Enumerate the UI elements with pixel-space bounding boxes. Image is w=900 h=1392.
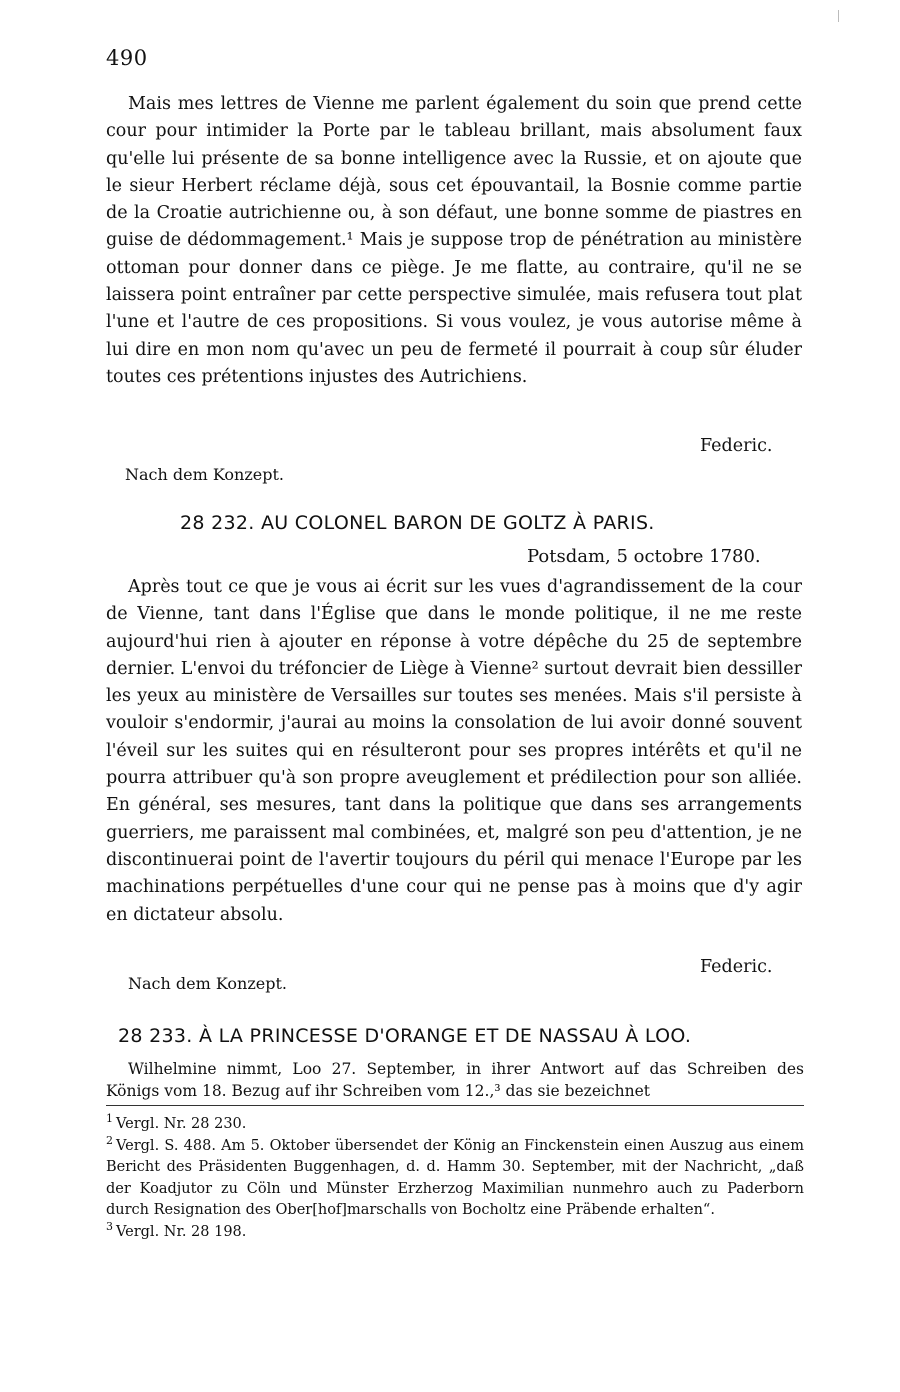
source-note-1: Nach dem Konzept. xyxy=(125,465,284,484)
letter-paragraph-2: Après tout ce que je vous ai écrit sur les vues d'agrandissement de la cour de Vienne, tant dans l'Église que dans le monde politique, il ne me reste aujourd'hui rien à ajouter en réponse à votre dépêche du 25 de septembre dernier. L'envoi du tréfoncier de Liège à Vienne² surtout devrait bien dessiller les yeux au ministère de Versailles sur toutes ses menées. Mais s'il persiste à vouloir s'endormir, j'aurai au moins la consolation de lui avoir donné souvent l'éveil sur les suites qui en résulteront pour ses propres intérêts et qu'il ne pourra attribuer qu'à son propre aveuglement et prédilection pour son alliée. En général, ses mesures, tant dans la politique que dans ses arrangements guerriers, me paraissent mal combinées, et, malgré son peu d'attention, je ne discontinuerai point de l'avertir toujours du péril qui menace l'Europe par les machinations perpétuelles d'une cour qui ne pense pas à moins que d'y agir en dictateur absolu. xyxy=(106,577,802,925)
footnote-text: Vergl. Nr. 28 230. xyxy=(116,1116,247,1132)
dateline: Potsdam, 5 octobre 1780. xyxy=(527,546,761,567)
footnote-text: Vergl. Nr. 28 198. xyxy=(116,1223,247,1240)
signature-2: Federic. xyxy=(700,957,773,977)
margin-mark xyxy=(838,10,839,22)
letter-summary: Wilhelmine nimmt, Loo 27. September, in ihrer Antwort auf das Schreiben des Königs vom 18. Bezug auf ihr Schreiben vom 12.,³ das sie bezeichnet xyxy=(106,1060,804,1100)
letter-heading-28232: 28 232. AU COLONEL BARON DE GOLTZ À PARIS. xyxy=(180,512,655,534)
signature-1: Federic. xyxy=(700,436,773,456)
source-note-2: Nach dem Konzept. xyxy=(128,974,287,993)
page-number: 490 xyxy=(106,46,148,70)
footnote-number: 1 xyxy=(106,1112,113,1126)
footnote-2 xyxy=(106,1133,804,1222)
footnote-number: 3 xyxy=(106,1219,113,1233)
footnote-rule xyxy=(106,1105,804,1106)
letter-heading-28233: 28 233. À LA PRINCESSE D'ORANGE ET DE NASSAU À LOO. xyxy=(118,1025,692,1047)
footnote-1 xyxy=(106,1114,804,1136)
footnotes xyxy=(106,1114,804,1243)
footnote-text: Vergl. S. 488. Am 5. Oktober übersendet der König an Finckenstein einen Auszug aus einem Bericht des Präsidenten Buggenhagen, d. d. Hamm 30. September, mit der Nachricht, „daß der Koadjutor zu Cöln und Münster Erzherzog Maximilian nunmehro auch zu Paderborn durch Resignation des Ober[hof]marschalls von Bocholtz eine Präbende erhalten“. xyxy=(106,1137,804,1218)
footnote-number: 2 xyxy=(106,1133,113,1147)
letter-paragraph-1: Mais mes lettres de Vienne me parlent également du soin que prend cette cour pour intimider la Porte par le tableau brillant, mais absolument faux qu'elle lui présente de sa bonne intelligence avec la Russie, et on ajoute que le sieur Herbert réclame déjà, sous cet épouvantail, la Bosnie comme partie de la Croatie autrichienne ou, à son défaut, une bonne somme de piastres en guise de dédommagement.¹ Mais je suppose trop de pénétration au ministère ottoman pour donner dans ce piège. Je me flatte, au contraire, qu'il ne se laissera point entraîner par cette perspective simulée, mais refusera tout plat l'une et l'autre de ces propositions. Si vous voulez, je vous autorise même à lui dire en mon nom qu'avec un peu de fermeté il pourrait à coup sûr éluder toutes ces prétentions injustes des Autrichiens. xyxy=(106,94,802,387)
footnote-3 xyxy=(106,1219,804,1244)
